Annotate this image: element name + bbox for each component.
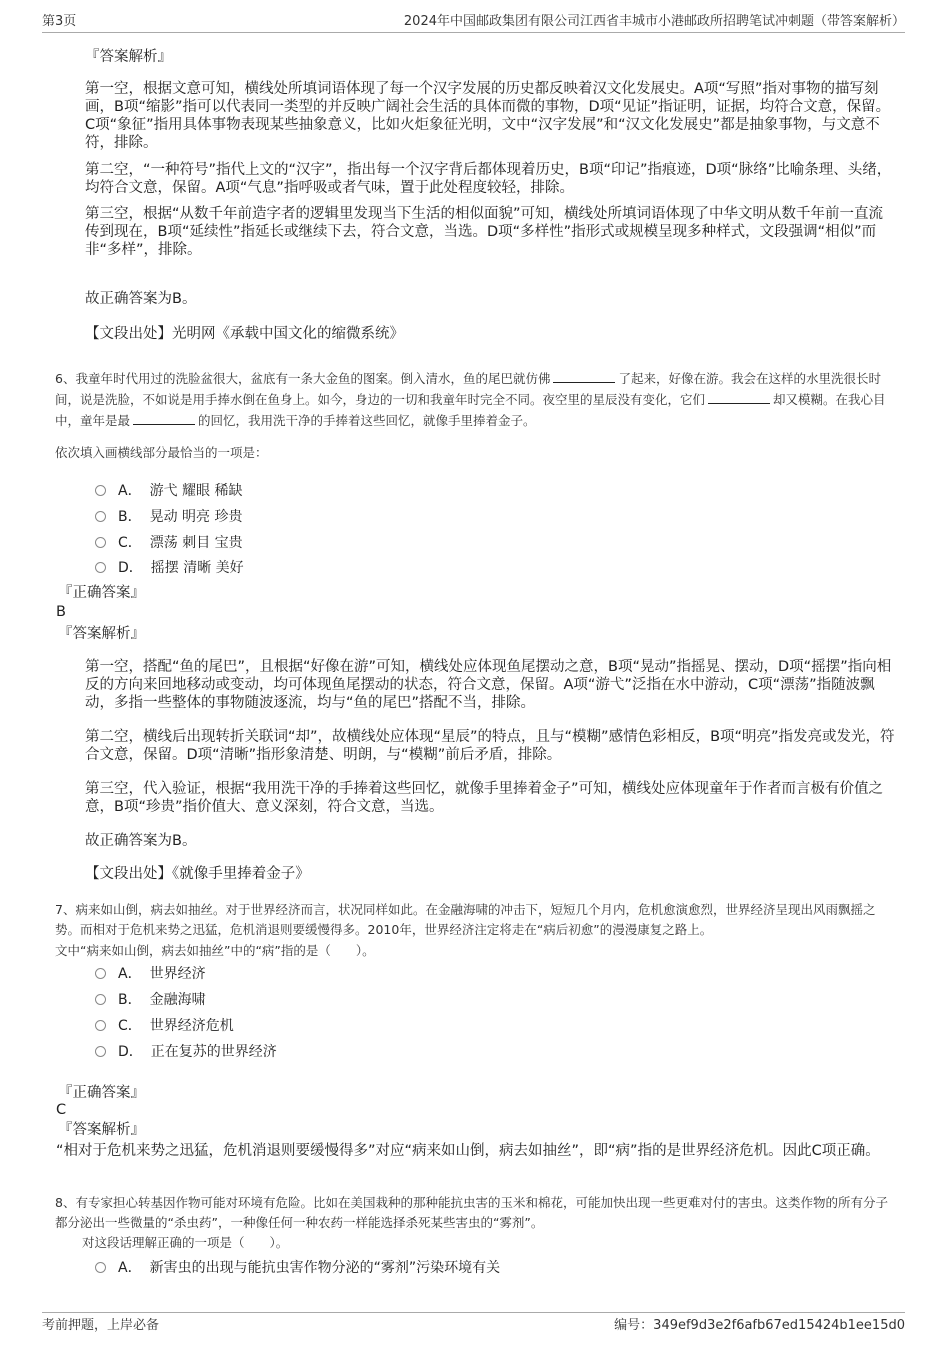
header-divider [42,32,905,33]
stem-text: 的回忆，我用洗干净的手捧着这些回忆，就像手里捧着金子。 [198,413,536,428]
source-citation: 【文段出处】光明网《承载中国文化的缩微系统》 [85,326,404,342]
option-key: C． [118,1018,142,1034]
question-6-stem [55,368,900,431]
blank [553,370,615,383]
option-key: D． [118,560,143,576]
analysis-label: 『答案解析』 [58,626,145,642]
option-a[interactable] [95,963,206,983]
option-a[interactable] [95,480,242,500]
stem-text: 却又模糊。在我心目中，童年是最 [55,392,886,428]
analysis-paragraph: 第二空，“一种符号”指代上文的“汉字”，指出每一个汉字背后都体现着历史，B项“印记”指痕迹，D项“脉络”比喻条理、头绪，均符合文意，保留。A项“气息”指呼吸或者气味，置于此处程度较轻，排除。 [85,162,892,196]
question-8-stem: 8、有专家担心转基因作物可能对环境有危险。比如在美国栽种的那种能抗虫害的玉米和棉花，可能加快出现一些更难对付的害虫。这类作物的所有分子都分泌出一些微量的“杀虫药”，一种像任何一种农药一样能选择杀死某些害虫的“雾剂”。 [55,1195,888,1230]
question-6-prompt: 依次填入画横线部分最恰当的一项是： [55,445,268,460]
correct-answer: C [56,1102,67,1118]
option-text: 新害虫的出现与能抗虫害作物分泌的“雾剂”污染环境有关 [149,1260,501,1276]
answer-conclusion: 故正确答案为B。 [85,833,197,849]
correct-answer-label: 『正确答案』 [58,585,145,601]
analysis-label: 『答案解析』 [85,49,172,65]
option-text: 世界经济危机 [149,1018,234,1034]
document-title: 2024年中国邮政集团有限公司江西省丰城市小港邮政所招聘笔试冲刺题（带答案解析） [403,14,905,29]
radio-icon[interactable] [95,485,106,496]
blank [708,391,770,404]
option-text: 摇摆 清晰 美好 [150,560,244,576]
analysis-paragraph: 第一空，搭配“鱼的尾巴”，且根据“好像在游”可知，横线处应体现鱼尾摆动之意，B项“晃动”指摇晃、摆动，D项“摇摆”指向相反的方向来回地移动或变动，均可体现鱼尾摆动的状态，符合文意，保留。A项“游弋”泛指在水中游动，C项“漂荡”指随波飘动，多指一些整体的事物随波逐流，均与“鱼的尾巴”搭配不当，排除。 [85,659,892,711]
option-c[interactable] [95,1015,234,1035]
radio-icon[interactable] [95,1262,106,1273]
option-d[interactable] [95,557,244,577]
question-8-prompt: 对这段话理解正确的一项是（ ）。 [82,1235,289,1250]
option-text: 世界经济 [149,966,206,982]
stem-text: 了起来，好像在游。我会在这样的水里洗很长时间，说是洗脸，不如说是用手捧水倒在鱼身上。如今，身边的一切和我童年时完全不同。夜空里的星辰没有变化，它们 [55,371,881,407]
option-b[interactable] [95,989,206,1009]
radio-icon[interactable] [95,537,106,548]
option-key: B． [118,509,142,525]
footer-divider [42,1312,905,1313]
radio-icon[interactable] [95,1046,106,1057]
correct-answer-label: 『正确答案』 [58,1085,145,1101]
option-text: 正在复苏的世界经济 [150,1044,277,1060]
answer-conclusion: 故正确答案为B。 [85,291,197,307]
option-text: 游弋 耀眼 稀缺 [149,483,243,499]
question-7-prompt: 文中“病来如山倒，病去如抽丝”中的“病”指的是（ ）。 [55,943,375,958]
radio-icon[interactable] [95,511,106,522]
analysis-paragraph: “相对于危机来势之迅猛，危机消退则要缓慢得多”对应“病来如山倒，病去如抽丝”，即“病”指的是世界经济危机。因此C项正确。 [56,1143,880,1159]
option-c[interactable] [95,532,243,552]
footer-slogan: 考前押题，上岸必备 [42,1318,160,1333]
blank [133,412,195,425]
analysis-paragraph: 第二空，横线后出现转折关联词“却”，故横线处应体现“星辰”的特点，且与“模糊”感情色彩相反，B项“明亮”指发亮或发光，符合文意，保留。D项“清晰”指形象清楚、明朗，与“模糊”前后矛盾，排除。 [85,729,895,763]
option-key: C． [118,535,142,551]
analysis-paragraph: 第三空，代入验证，根据“我用洗干净的手捧着这些回忆，就像手里捧着金子”可知，横线处应体现童年于作者而言极有价值之意，B项“珍贵”指价值大、意义深刻，符合文意，当选。 [85,781,884,815]
option-text: 金融海啸 [149,992,206,1008]
radio-icon[interactable] [95,994,106,1005]
radio-icon[interactable] [95,1020,106,1031]
source-citation: 【文段出处】《就像手里捧着金子》 [85,866,310,882]
option-d[interactable] [95,1041,277,1061]
radio-icon[interactable] [95,562,106,573]
option-b[interactable] [95,506,243,526]
question-7-stem: 7、病来如山倒，病去如抽丝。对于世界经济而言，状况同样如此。在金融海啸的冲击下，短短几个月内，危机愈演愈烈，世界经济呈现出风雨飘摇之势。而相对于危机来势之迅猛，危机消退则要缓慢得多。2010年，世界经济注定将走在“病后初愈”的漫漫康复之路上。 [55,902,876,937]
page-number: 第3页 [42,14,77,29]
option-text: 漂荡 刺目 宝贵 [149,535,243,551]
analysis-label: 『答案解析』 [58,1122,145,1138]
document-id: 编号：349ef9d3e2f6afb67ed15424b1ee15d0 [614,1318,905,1333]
analysis-paragraph: 第三空，根据“从数千年前造字者的逻辑里发现当下生活的相似面貌”可知，横线处所填词语体现了中华文明从数千年前一直流传到现在，B项“延续性”指延长或继续下去，符合文意，当选。D项“多样性”指形式或规模呈现多种样式，文段强调“相似”而非“多样”，排除。 [85,206,884,258]
option-key: A． [118,483,142,499]
option-key: A． [118,1260,142,1276]
stem-text: 6、我童年时代用过的洗脸盆很大，盆底有一条大金鱼的图案。倒入清水，鱼的尾巴就仿佛 [55,371,551,386]
option-key: D． [118,1044,143,1060]
radio-icon[interactable] [95,968,106,979]
option-key: B． [118,992,142,1008]
correct-answer: B [56,604,66,620]
option-key: A． [118,966,142,982]
option-text: 晃动 明亮 珍贵 [149,509,243,525]
analysis-paragraph: 第一空，根据文意可知，横线处所填词语体现了每一个汉字发展的历史都反映着汉文化发展史。A项“写照”指对事物的描写刻画，B项“缩影”指可以代表同一类型的并反映广阔社会生活的具体而微的事物，D项“见证”指证明，证据，均符合文意，保留。C项“象征”指用具体事物表现某些抽象意义，比如火炬象征光明，文中“汉字发展”和“汉文化发展史”都是抽象事物，与文意不符，排除。 [85,81,891,151]
option-a[interactable] [95,1257,500,1277]
